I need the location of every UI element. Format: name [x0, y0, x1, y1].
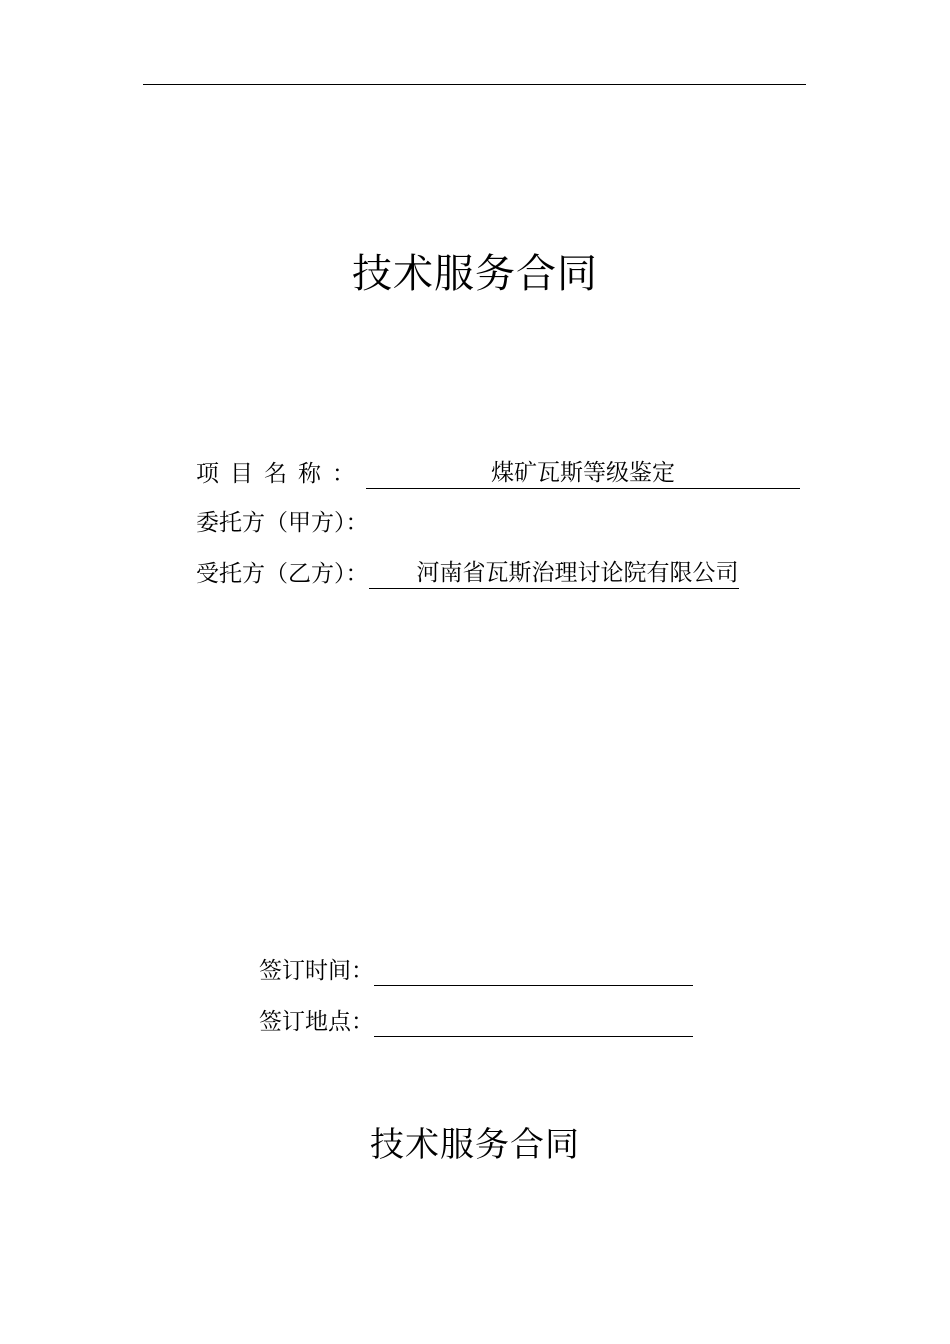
contractor-label: 受托方（乙方）：: [196, 561, 369, 587]
project-name-value: 煤矿瓦斯等级鉴定: [366, 458, 800, 489]
signing-place-label: 签订地点：: [259, 1009, 374, 1035]
client-label: 委托方（甲方）：: [196, 510, 369, 536]
project-name-label: 项目名称：: [196, 461, 366, 487]
contractor-value: 河南省瓦斯治理讨论院有限公司: [369, 558, 739, 589]
header-rule: [143, 84, 806, 85]
client-row: [196, 508, 369, 538]
signing-place-value: [374, 1006, 693, 1037]
second-page-title: 技术服务合同: [370, 1125, 580, 1165]
signing-time-value: [374, 955, 693, 986]
document-title: 技术服务合同: [352, 251, 598, 297]
project-name-row: [196, 458, 800, 489]
contractor-row: [196, 558, 739, 589]
signing-place-row: [259, 1006, 693, 1037]
signing-time-row: [259, 955, 693, 986]
signing-time-label: 签订时间：: [259, 958, 374, 984]
